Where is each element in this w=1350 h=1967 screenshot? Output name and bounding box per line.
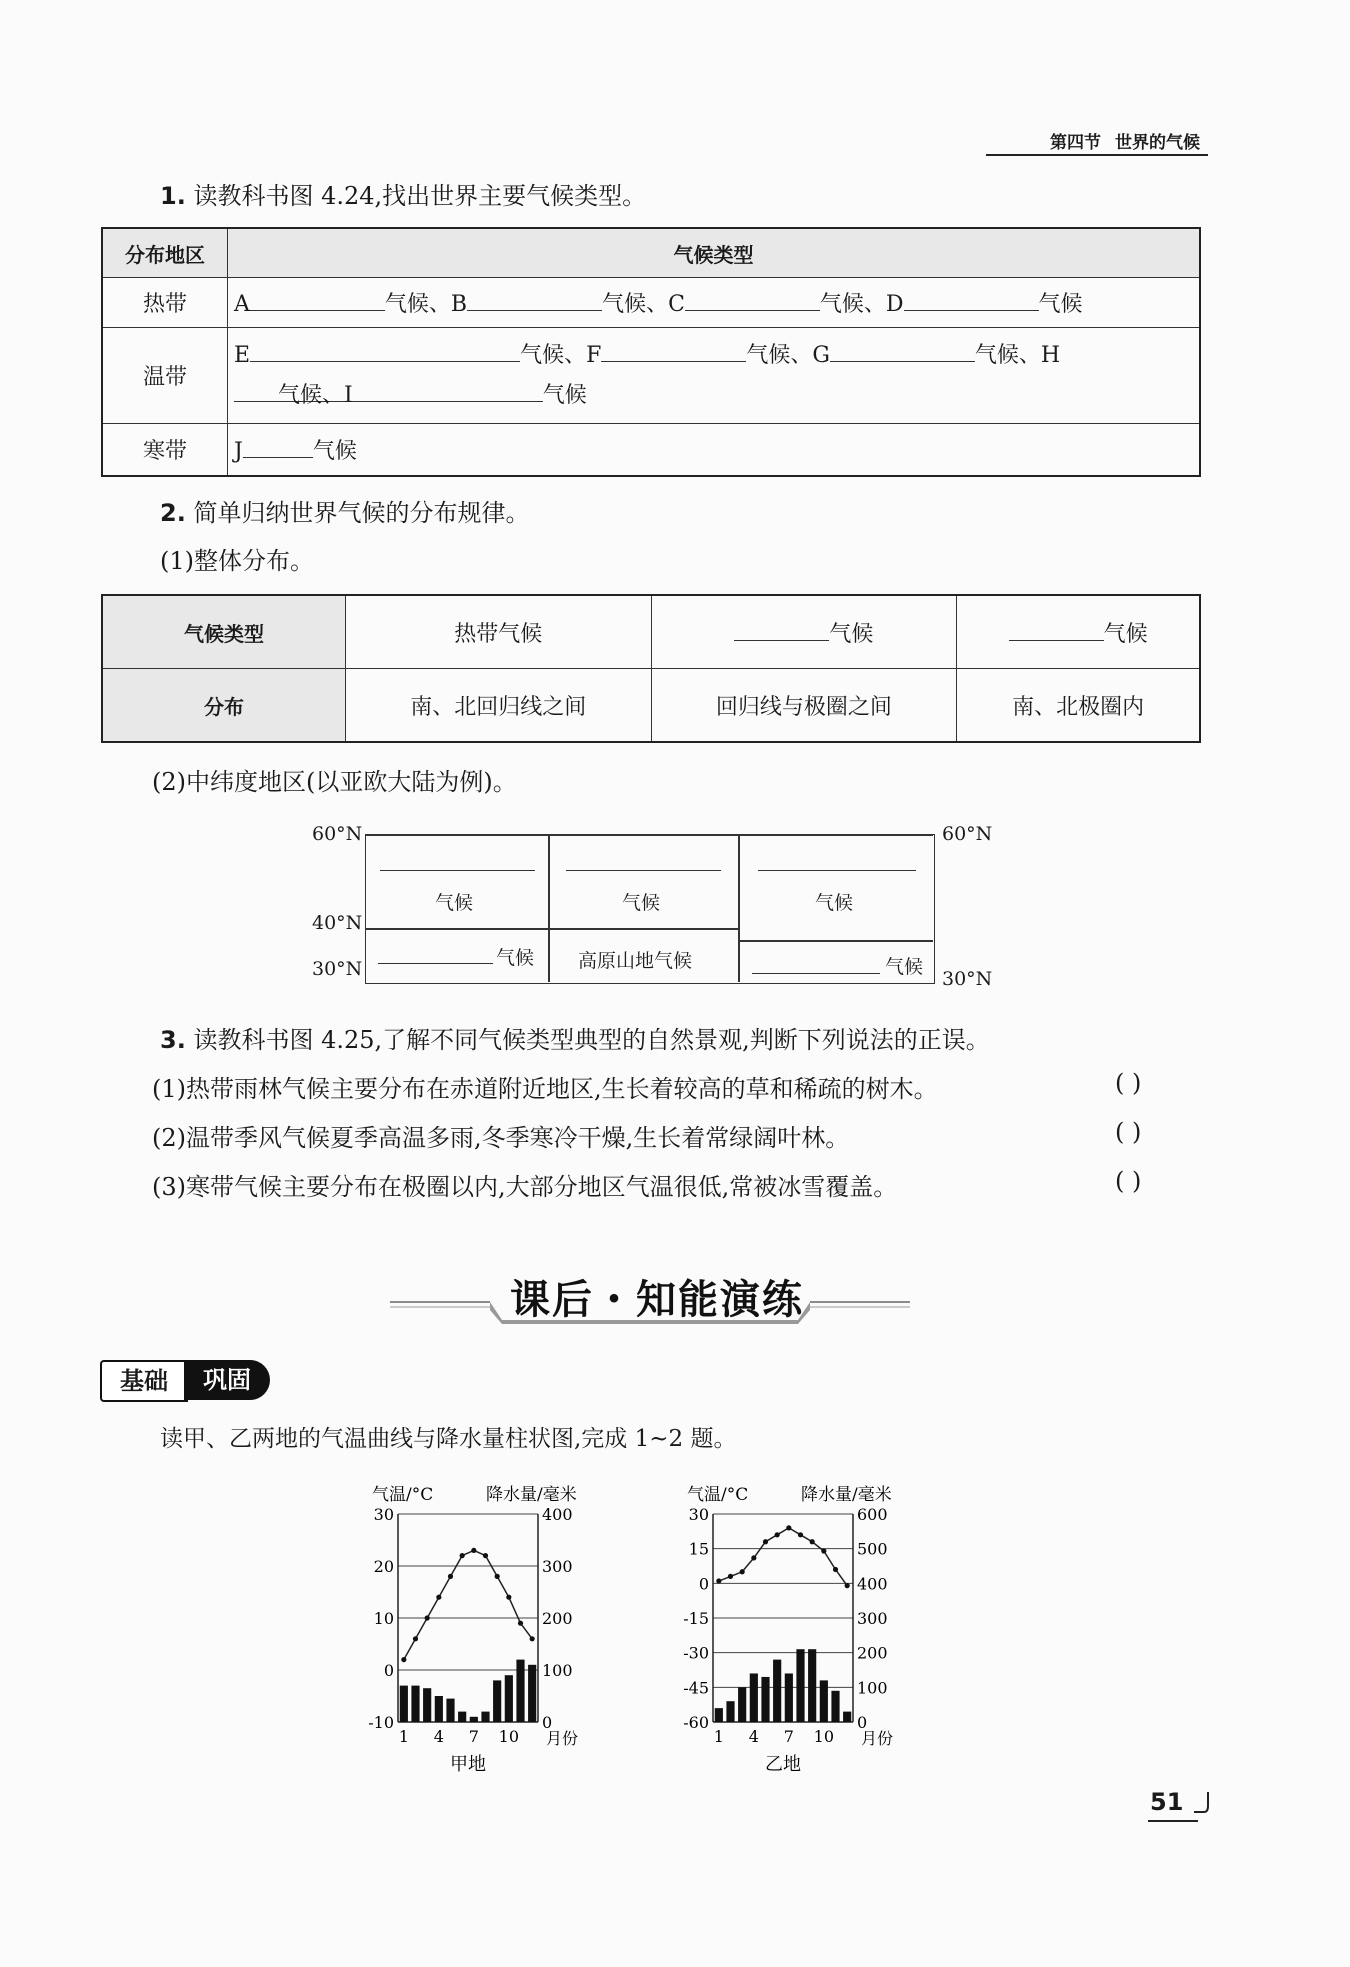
line-40n xyxy=(365,928,548,930)
y-right-tick: 0 xyxy=(857,1713,868,1732)
x-tick: 4 xyxy=(748,1727,759,1746)
fill-line xyxy=(228,278,1201,328)
y-left-tick: 20 xyxy=(373,1557,394,1576)
fill-line xyxy=(228,328,1201,424)
temperature-point xyxy=(436,1595,441,1600)
line-mid xyxy=(738,940,933,942)
sub-question-1: (1)整体分布。 xyxy=(160,547,314,575)
temperature-point xyxy=(530,1636,535,1641)
statement-2: (2)温带季风气候夏季高温多雨,冬季寒冷干燥,生长着常绿阔叶林。 xyxy=(152,1124,850,1152)
climate-label: 气候 xyxy=(622,892,661,914)
table-row xyxy=(102,669,1200,743)
distribution-cell: 南、北极圈内 xyxy=(957,669,1200,743)
question-number: 2. xyxy=(160,499,186,527)
statement-3: (3)寒带气候主要分布在极圈以内,大部分地区气温很低,常被冰雪覆盖。 xyxy=(152,1173,898,1201)
climate-label: 气候 xyxy=(885,956,924,978)
temperature-point xyxy=(413,1636,418,1641)
fill-line-2 xyxy=(234,376,1193,416)
answer-blank[interactable] xyxy=(243,439,313,458)
zone-label: 寒带 xyxy=(102,424,228,476)
temperature-point xyxy=(845,1583,850,1588)
y-right-tick: 600 xyxy=(857,1505,888,1524)
temperature-point xyxy=(810,1539,815,1544)
distribution-cell: 回归线与极圈之间 xyxy=(651,669,957,743)
temperature-point xyxy=(786,1525,791,1530)
answer-label: 气候、D xyxy=(819,292,904,317)
precip-bar xyxy=(481,1712,489,1722)
temperature-line xyxy=(719,1528,847,1586)
lat-30-left: 30°N xyxy=(312,958,363,980)
answer-paren[interactable]: ( ) xyxy=(1115,1167,1142,1195)
type-cell xyxy=(651,595,957,669)
table-row xyxy=(102,595,1200,669)
y-left-tick: 30 xyxy=(688,1505,709,1524)
question-text: 简单归纳世界气候的分布规律。 xyxy=(193,499,530,527)
temperature-point xyxy=(821,1548,826,1553)
question-number: 1. xyxy=(160,182,186,210)
answer-label: E xyxy=(234,342,251,368)
y-left-label: 气温/°C xyxy=(687,1485,749,1505)
page-number-text: 51 xyxy=(1150,1788,1184,1816)
temperature-point xyxy=(763,1539,768,1544)
climate-chart-jia xyxy=(360,1478,660,1788)
y-left-tick: 10 xyxy=(373,1609,394,1628)
temperature-point xyxy=(740,1569,745,1574)
answer-label: 气候 xyxy=(542,382,587,408)
y-left-tick: -15 xyxy=(683,1609,709,1628)
lat-60-right: 60°N xyxy=(942,823,993,845)
x-tick: 10 xyxy=(498,1727,520,1746)
answer-blank[interactable] xyxy=(378,963,493,964)
precip-bar xyxy=(715,1708,723,1722)
precip-bar xyxy=(750,1673,758,1722)
y-right-tick: 300 xyxy=(542,1557,573,1576)
temperature-point xyxy=(448,1574,453,1579)
precip-bar xyxy=(843,1712,851,1722)
page-header xyxy=(986,128,1208,156)
row-label-type: 气候类型 xyxy=(102,595,346,669)
answer-blank[interactable] xyxy=(734,622,829,641)
y-right-label: 降水量/毫米 xyxy=(801,1485,892,1505)
climate-label: 气候 xyxy=(815,892,854,914)
precip-bar xyxy=(831,1691,839,1722)
type-cell: 热带气候 xyxy=(346,595,652,669)
distribution-table xyxy=(101,594,1201,743)
answer-label: 气候、G xyxy=(746,342,830,368)
precip-bar xyxy=(773,1660,781,1722)
climate-label: 气候 xyxy=(435,892,474,914)
distribution-cell: 南、北回归线之间 xyxy=(346,669,652,743)
y-left-tick: -60 xyxy=(683,1713,709,1732)
x-tick: 4 xyxy=(433,1727,444,1746)
y-right-tick: 500 xyxy=(857,1539,888,1559)
answer-label: 气候、H xyxy=(974,342,1061,368)
climate-chart-yi xyxy=(675,1478,975,1788)
precip-bar xyxy=(726,1701,734,1722)
answer-blank[interactable] xyxy=(380,870,535,871)
temperature-point xyxy=(506,1595,511,1600)
page-corner-icon xyxy=(1192,1788,1210,1814)
lat-30-right: 30°N xyxy=(942,968,993,990)
answer-label: A xyxy=(234,292,250,317)
zone-label: 温带 xyxy=(102,328,228,424)
col-header-climate: 气候类型 xyxy=(228,228,1201,278)
precip-bar xyxy=(423,1688,431,1722)
temperature-point xyxy=(460,1553,465,1558)
table-row xyxy=(102,328,1200,424)
x-tick: 1 xyxy=(713,1727,724,1746)
answer-blank[interactable] xyxy=(250,343,520,362)
badge-left: 基础 xyxy=(100,1360,188,1402)
y-left-tick: 30 xyxy=(373,1505,394,1524)
temperature-point xyxy=(775,1532,780,1537)
y-right-tick: 400 xyxy=(542,1505,573,1524)
answer-blank[interactable] xyxy=(467,292,602,311)
answer-label: 气候、C xyxy=(602,292,685,317)
y-right-tick: 200 xyxy=(857,1643,888,1663)
fill-line xyxy=(228,424,1201,476)
precip-bar xyxy=(411,1686,419,1722)
y-right-tick: 400 xyxy=(857,1574,888,1594)
answer-blank[interactable] xyxy=(566,870,721,871)
answer-label: 气候、I xyxy=(278,382,353,408)
climate-label: 气候 xyxy=(496,947,535,969)
answer-blank[interactable] xyxy=(1009,622,1104,641)
row-label-distribution: 分布 xyxy=(102,669,346,743)
answer-label: J xyxy=(234,438,243,464)
chart-title: 乙地 xyxy=(765,1754,801,1775)
zone-label: 热带 xyxy=(102,278,228,328)
statement-1: (1)热带雨林气候主要分布在赤道附近地区,生长着较高的草和稀疏的树木。 xyxy=(152,1075,938,1103)
temperature-point xyxy=(833,1567,838,1572)
answer-blank[interactable] xyxy=(752,973,880,974)
precip-bar xyxy=(470,1717,478,1722)
line-60n xyxy=(365,834,933,836)
answer-paren[interactable]: ( ) xyxy=(1115,1069,1142,1097)
answer-blank[interactable] xyxy=(234,383,278,402)
divider xyxy=(738,834,740,982)
divider xyxy=(548,834,550,982)
question-text: 读教科书图 4.24,找出世界主要气候类型。 xyxy=(193,182,647,210)
plateau-label: 高原山地气候 xyxy=(578,950,693,972)
climate-type-table xyxy=(101,227,1201,477)
section-banner: 课后・知能演练 xyxy=(510,1277,804,1323)
answer-label: 气候 xyxy=(829,621,874,647)
temperature-point xyxy=(495,1574,500,1579)
y-left-tick: -45 xyxy=(683,1678,709,1698)
question-number: 3. xyxy=(160,1026,186,1054)
temperature-point xyxy=(483,1553,488,1558)
y-right-label: 降水量/毫米 xyxy=(486,1485,577,1505)
temperature-point xyxy=(716,1578,721,1583)
chart-title: 甲地 xyxy=(450,1754,486,1775)
table-row xyxy=(102,424,1200,476)
fill-line-1 xyxy=(234,336,1193,376)
y-left-tick: 0 xyxy=(383,1661,394,1680)
x-tick: 7 xyxy=(468,1727,479,1746)
precip-bar xyxy=(528,1665,536,1722)
temperature-point xyxy=(401,1657,406,1662)
precip-bar xyxy=(458,1712,466,1722)
line-40n xyxy=(548,928,738,930)
y-left-tick: -10 xyxy=(368,1713,394,1732)
y-right-tick: 200 xyxy=(542,1609,573,1628)
x-tick: 10 xyxy=(813,1727,835,1746)
x-label: 月份 xyxy=(861,1729,894,1748)
precip-bar xyxy=(446,1699,454,1722)
page-number xyxy=(1150,1788,1210,1816)
x-label: 月份 xyxy=(546,1729,579,1748)
question-3 xyxy=(160,1020,990,1055)
y-left-tick: 0 xyxy=(698,1574,709,1594)
answer-label: 气候 xyxy=(1038,292,1083,317)
y-right-tick: 100 xyxy=(542,1661,573,1680)
sub-question-2: (2)中纬度地区(以亚欧大陆为例)。 xyxy=(152,768,517,796)
answer-blank[interactable] xyxy=(904,292,1039,311)
answer-blank[interactable] xyxy=(685,292,820,311)
x-tick: 7 xyxy=(783,1727,794,1746)
precip-bar xyxy=(738,1687,746,1722)
answer-label: 气候、B xyxy=(384,292,468,317)
temperature-point xyxy=(425,1615,430,1620)
question-1 xyxy=(160,176,646,211)
question-text: 读教科书图 4.25,了解不同气候类型典型的自然景观,判断下列说法的正误。 xyxy=(193,1026,990,1054)
temperature-point xyxy=(471,1548,476,1553)
answer-paren[interactable]: ( ) xyxy=(1115,1118,1142,1146)
y-left-tick: 15 xyxy=(688,1539,709,1559)
precip-bar xyxy=(400,1686,408,1722)
precip-bar xyxy=(785,1673,793,1722)
temperature-line xyxy=(404,1550,532,1659)
answer-blank[interactable] xyxy=(250,292,385,311)
table-row xyxy=(102,278,1200,328)
y-right-tick: 100 xyxy=(857,1678,888,1698)
answer-blank[interactable] xyxy=(353,383,543,402)
precip-bar xyxy=(505,1675,513,1722)
lat-40-left: 40°N xyxy=(312,912,363,934)
precip-bar xyxy=(493,1680,501,1722)
temperature-point xyxy=(518,1621,523,1626)
precip-bar xyxy=(820,1680,828,1722)
answer-label: 气候 xyxy=(1103,621,1148,647)
section-label: 第四节 xyxy=(1050,133,1101,153)
y-left-label: 气温/°C xyxy=(372,1485,434,1505)
y-right-tick: 300 xyxy=(857,1609,888,1628)
precip-bar xyxy=(516,1660,524,1722)
precip-bar xyxy=(761,1677,769,1722)
badge-right: 巩固 xyxy=(184,1360,270,1400)
lat-60-left: 60°N xyxy=(312,823,363,845)
temperature-point xyxy=(798,1532,803,1537)
y-left-tick: -30 xyxy=(683,1643,709,1663)
answer-blank[interactable] xyxy=(758,870,916,871)
temperature-point xyxy=(728,1574,733,1579)
section-title: 世界的气候 xyxy=(1115,133,1200,153)
y-right-tick: 0 xyxy=(542,1713,553,1732)
answer-blank[interactable] xyxy=(601,343,746,362)
table-header-row xyxy=(102,228,1200,278)
precip-bar xyxy=(808,1649,816,1722)
precip-bar xyxy=(796,1649,804,1722)
precip-bar xyxy=(435,1696,443,1722)
question-2 xyxy=(160,493,529,528)
temperature-point xyxy=(751,1555,756,1560)
x-tick: 1 xyxy=(398,1727,409,1746)
answer-label: 气候、F xyxy=(520,342,602,368)
type-cell xyxy=(957,595,1200,669)
page-number-underline xyxy=(1148,1820,1198,1822)
answer-blank[interactable] xyxy=(830,343,975,362)
exercise-intro: 读甲、乙两地的气温曲线与降水量柱状图,完成 1~2 题。 xyxy=(160,1426,737,1452)
col-header-zone: 分布地区 xyxy=(102,228,228,278)
answer-label: 气候 xyxy=(312,438,357,464)
